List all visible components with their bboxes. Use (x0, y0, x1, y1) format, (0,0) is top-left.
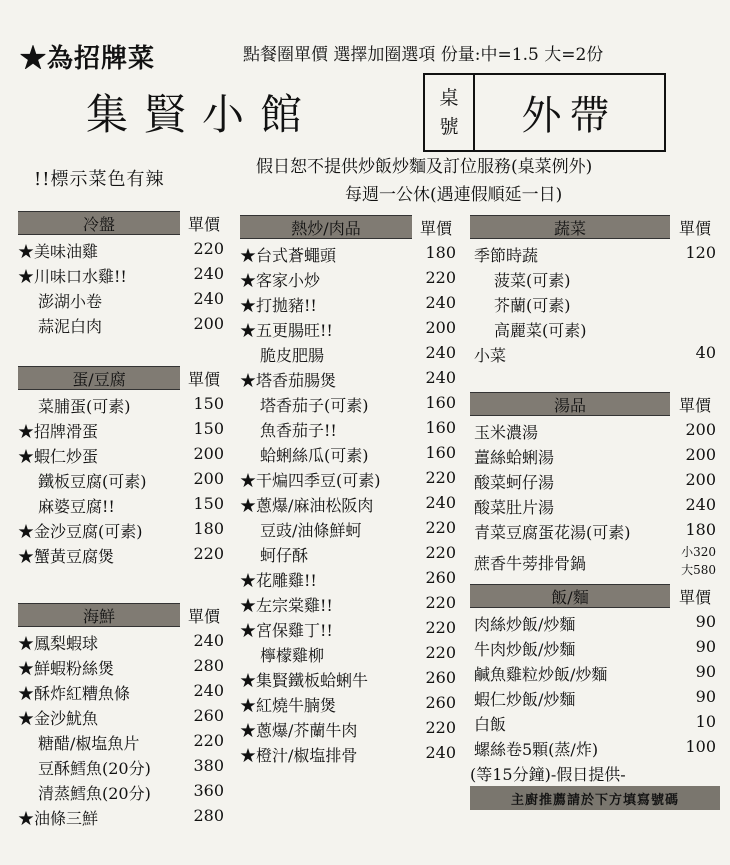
menu-item-price: 90 (695, 687, 716, 706)
menu-item[interactable] (18, 467, 228, 492)
menu-item-price: 200 (193, 444, 224, 463)
menu-item[interactable] (240, 466, 460, 491)
spicy-note: !!標示菜色有辣 (34, 169, 165, 190)
menu-item[interactable] (18, 392, 228, 417)
menu-item-price: 220 (193, 544, 224, 563)
menu-item[interactable] (470, 660, 720, 685)
section-title: 飯/麵 (470, 584, 670, 608)
menu-item-name: 蔗香牛蒡排骨鍋 (474, 554, 587, 573)
menu-item-name: ★干煸四季豆(可素) (240, 471, 381, 490)
menu-item-name: 青菜豆腐蛋花湯(可素) (474, 523, 631, 542)
menu-item-name: ★蝦仁炒蛋 (18, 447, 99, 466)
menu-item[interactable] (470, 685, 720, 710)
menu-item-price: 260 (425, 568, 456, 587)
menu-item-name: 塔香茄子(可素) (260, 396, 369, 415)
menu-item-price: 160 (425, 393, 456, 412)
menu-item-name: ★蔥爆/芥蘭牛肉 (240, 721, 358, 740)
menu-item-price: 200 (193, 469, 224, 488)
menu-item[interactable] (18, 442, 228, 467)
menu-item-price: 240 (425, 493, 456, 512)
menu-item-price-large: 大580 (681, 563, 716, 577)
price-header: 單價 (678, 587, 711, 607)
price-header: 單價 (187, 369, 220, 389)
menu-item-price: 240 (425, 368, 456, 387)
menu-item[interactable] (18, 262, 228, 287)
menu-item[interactable] (470, 291, 720, 316)
menu-item[interactable] (240, 591, 460, 616)
menu-item-name: ★蟹黃豆腐煲 (18, 547, 115, 566)
menu-item-price: 180 (425, 243, 456, 262)
menu-item[interactable] (470, 760, 720, 785)
menu-item[interactable] (240, 291, 460, 316)
menu-item-name: ★塔香茄腸煲 (240, 371, 337, 390)
menu-item-price: 220 (425, 518, 456, 537)
menu-item-name: 豆酥鱈魚(20分) (38, 759, 151, 778)
menu-item-name: ★花雕雞!! (240, 571, 317, 590)
menu-item[interactable] (18, 542, 228, 567)
menu-item[interactable] (470, 468, 720, 493)
section-vegetables (470, 215, 720, 366)
menu-item[interactable] (18, 654, 228, 679)
menu-item-price: 200 (425, 318, 456, 337)
menu-item[interactable] (240, 516, 460, 541)
menu-item-price: 240 (425, 343, 456, 362)
menu-item-name: 澎湖小卷 (38, 292, 103, 311)
menu-item[interactable] (240, 691, 460, 716)
menu-item-price: 10 (695, 712, 716, 731)
menu-item[interactable] (18, 729, 228, 754)
menu-item-price: 220 (193, 239, 224, 258)
menu-item-price: 90 (695, 662, 716, 681)
menu-item-price: 240 (193, 631, 224, 650)
menu-item-name: 鐵板豆腐(可素) (38, 472, 147, 491)
menu-item-name: 玉米濃湯 (474, 423, 539, 442)
menu-item-price: 220 (425, 543, 456, 562)
menu-item-price: 150 (193, 419, 224, 438)
menu-item-name: 魚香茄子!! (260, 421, 337, 440)
menu-item[interactable] (18, 779, 228, 804)
table-number-label: 桌 號 (425, 75, 475, 150)
menu-item-price: 200 (685, 420, 716, 439)
menu-item-name: 蒜泥白肉 (38, 317, 103, 336)
menu-item-name: 檸檬雞柳 (260, 646, 325, 665)
menu-item-name: 蝦仁炒飯/炒麵 (474, 690, 576, 709)
menu-item[interactable] (18, 754, 228, 779)
section-title: 蔬菜 (470, 215, 670, 239)
menu-item[interactable] (470, 418, 720, 443)
section-egg-tofu (18, 366, 228, 567)
menu-item[interactable] (18, 417, 228, 442)
menu-item[interactable] (18, 237, 228, 262)
menu-item-name: ★鮮蝦粉絲煲 (18, 659, 115, 678)
menu-item-price: 360 (193, 781, 224, 800)
menu-item-name: 肉絲炒飯/炒麵 (474, 615, 576, 634)
section-title: 海鮮 (18, 603, 180, 627)
menu-item[interactable] (240, 616, 460, 641)
menu-item-name: ★招牌滑蛋 (18, 422, 99, 441)
order-instructions: 點餐圈單價 選擇加圈選項 份量:中=1.5 大=2份 (243, 45, 604, 65)
closed-day-note: 每週一公休(遇連假順延一日) (345, 185, 563, 205)
section-header (470, 584, 720, 608)
menu-item-price: 220 (193, 731, 224, 750)
menu-item-price: 200 (193, 314, 224, 333)
menu-item-name: 蛤蜊絲瓜(可素) (260, 446, 369, 465)
menu-item-name: ★川味口水雞!! (18, 267, 127, 286)
menu-item[interactable] (470, 266, 720, 291)
menu-item-price: 380 (193, 756, 224, 775)
menu-item[interactable] (240, 566, 460, 591)
menu-item-price: 220 (425, 268, 456, 287)
menu-item[interactable] (470, 341, 720, 366)
menu-item[interactable] (470, 710, 720, 735)
section-rice-noodles (470, 584, 720, 785)
menu-item[interactable] (18, 517, 228, 542)
restaurant-name: 集賢小館 (86, 90, 319, 139)
menu-item-price: 180 (685, 520, 716, 539)
section-header (18, 366, 228, 390)
price-header: 單價 (187, 606, 220, 626)
section-cold (18, 211, 228, 337)
menu-item-name: 鹹魚雞粒炒飯/炒麵 (474, 665, 608, 684)
menu-item[interactable] (240, 416, 460, 441)
menu-item-price: 260 (193, 706, 224, 725)
menu-item-name: 酸菜蚵仔湯 (474, 473, 555, 492)
menu-item-name: 菜脯蛋(可素) (38, 397, 131, 416)
menu-item-name: 季節時蔬 (474, 246, 539, 265)
menu-item-price: 200 (685, 470, 716, 489)
menu-item-name: ★蔥爆/麻油松阪肉 (240, 496, 374, 515)
menu-item[interactable] (470, 735, 720, 760)
section-header (470, 215, 720, 239)
menu-item[interactable] (240, 266, 460, 291)
menu-item-price: 100 (685, 737, 716, 756)
menu-item-name: 菠菜(可素) (494, 271, 571, 290)
menu-item[interactable] (18, 492, 228, 517)
menu-item-price: 200 (685, 445, 716, 464)
price-header: 單價 (678, 395, 711, 415)
menu-item[interactable] (240, 741, 460, 766)
menu-item-price: 240 (193, 681, 224, 700)
table-number-box (423, 73, 666, 152)
menu-item-price: 260 (425, 693, 456, 712)
section-header (18, 211, 228, 235)
menu-item[interactable] (240, 666, 460, 691)
price-header: 單價 (678, 218, 711, 238)
price-header: 單價 (187, 214, 220, 234)
menu-item-price: 240 (193, 264, 224, 283)
menu-item[interactable] (470, 610, 720, 635)
menu-item[interactable] (470, 316, 720, 341)
menu-item-name: 酸菜肚片湯 (474, 498, 555, 517)
menu-item-price: 160 (425, 418, 456, 437)
menu-item-name: 糖醋/椒塩魚片 (38, 734, 140, 753)
menu-item-price: 180 (193, 519, 224, 538)
menu-item-name: 螺絲卷5顆(蒸/炸) (474, 740, 599, 759)
menu-item[interactable] (240, 391, 460, 416)
menu-item-name: ★美味油雞 (18, 242, 99, 261)
menu-item[interactable] (240, 241, 460, 266)
section-soups (470, 392, 720, 579)
menu-item-price: 280 (193, 656, 224, 675)
menu-item-price: 240 (425, 293, 456, 312)
menu-item[interactable] (470, 518, 720, 543)
menu-item-price: 220 (425, 643, 456, 662)
menu-item-name: 麻婆豆腐!! (38, 497, 115, 516)
menu-item-name: ★金沙魷魚 (18, 709, 99, 728)
section-header (470, 392, 720, 416)
menu-item-price: 40 (695, 343, 716, 362)
chef-recommendation-bar: 主廚推薦請於下方填寫號碼 (470, 786, 720, 810)
menu-item-name: 薑絲蛤蜊湯 (474, 448, 555, 467)
menu-item-name: ★打拋豬!! (240, 296, 317, 315)
section-title: 蛋/豆腐 (18, 366, 180, 390)
menu-item-price: 220 (425, 593, 456, 612)
holiday-note: 假日恕不提供炒飯炒麵及訂位服務(桌菜例外) (256, 157, 593, 177)
menu-item[interactable] (18, 312, 228, 337)
menu-item-price: 90 (695, 612, 716, 631)
menu-item-price: 220 (425, 718, 456, 737)
menu-item-name: 脆皮肥腸 (260, 346, 325, 365)
section-title: 冷盤 (18, 211, 180, 235)
menu-item-price: 260 (425, 668, 456, 687)
menu-item[interactable] (240, 441, 460, 466)
menu-item[interactable] (240, 366, 460, 391)
menu-item[interactable] (470, 443, 720, 468)
menu-item[interactable] (240, 716, 460, 741)
menu-item-name: ★左宗棠雞!! (240, 596, 333, 615)
section-header (240, 215, 460, 239)
menu-item-price: 220 (425, 468, 456, 487)
menu-item-name: 白飯 (474, 715, 507, 734)
menu-item-price: 小320 (681, 545, 716, 559)
menu-item-price: 240 (425, 743, 456, 762)
menu-item-name: ★鳳梨蝦球 (18, 634, 99, 653)
menu-item-name: 清蒸鱈魚(20分) (38, 784, 151, 803)
menu-item-price: 280 (193, 806, 224, 825)
menu-item-name: ★酥炸紅糟魚條 (18, 684, 131, 703)
section-header (18, 603, 228, 627)
menu-item-name: (等15分鐘)-假日提供- (470, 765, 626, 784)
menu-item-name: ★五更腸旺!! (240, 321, 333, 340)
menu-item-name: ★宮保雞丁!! (240, 621, 333, 640)
menu-item-price: 240 (193, 289, 224, 308)
menu-item-name: 蚵仔酥 (260, 546, 309, 565)
menu-item[interactable] (240, 491, 460, 516)
menu-item-price: 150 (193, 494, 224, 513)
menu-item[interactable] (18, 287, 228, 312)
menu-item-name: ★油條三鮮 (18, 809, 99, 828)
menu-item[interactable] (240, 541, 460, 566)
menu-item[interactable] (470, 241, 720, 266)
menu-item-name: ★台式蒼蠅頭 (240, 246, 337, 265)
menu-item[interactable] (18, 704, 228, 729)
menu-item-name: 小菜 (474, 346, 507, 365)
section-title: 熱炒/肉品 (240, 215, 412, 239)
menu-item[interactable] (470, 493, 720, 518)
section-title: 湯品 (470, 392, 670, 416)
menu-item-name: 牛肉炒飯/炒麵 (474, 640, 576, 659)
section-stirfry-meat (240, 215, 460, 766)
menu-item-name: ★橙汁/椒塩排骨 (240, 746, 358, 765)
menu-item-price: 90 (695, 637, 716, 656)
menu-item-name: 高麗菜(可素) (494, 321, 587, 340)
menu-item-price: 240 (685, 495, 716, 514)
menu-item-price: 160 (425, 443, 456, 462)
menu-item-name: ★集賢鐵板蛤蜊牛 (240, 671, 369, 690)
menu-item-price: 120 (685, 243, 716, 262)
menu-item[interactable] (240, 341, 460, 366)
menu-item-price: 220 (425, 618, 456, 637)
menu-item-name: 豆豉/油條鮮蚵 (260, 521, 362, 540)
signature-dish-note: ★為招牌菜 (20, 44, 156, 74)
menu-item[interactable] (470, 543, 720, 579)
menu-item[interactable] (18, 679, 228, 704)
price-header: 單價 (419, 218, 452, 238)
menu-item-name: ★金沙豆腐(可素) (18, 522, 143, 541)
menu-item-name: 芥蘭(可素) (494, 296, 571, 315)
menu-item-price: 150 (193, 394, 224, 413)
menu-item-name: ★客家小炒 (240, 271, 321, 290)
menu-item[interactable] (18, 804, 228, 829)
menu-item[interactable] (18, 629, 228, 654)
menu-item[interactable] (240, 641, 460, 666)
takeout-label: 外帶 (521, 93, 618, 139)
menu-item-name: ★紅燒牛腩煲 (240, 696, 337, 715)
menu-item[interactable] (470, 635, 720, 660)
menu-item[interactable] (240, 316, 460, 341)
section-seafood (18, 603, 228, 829)
